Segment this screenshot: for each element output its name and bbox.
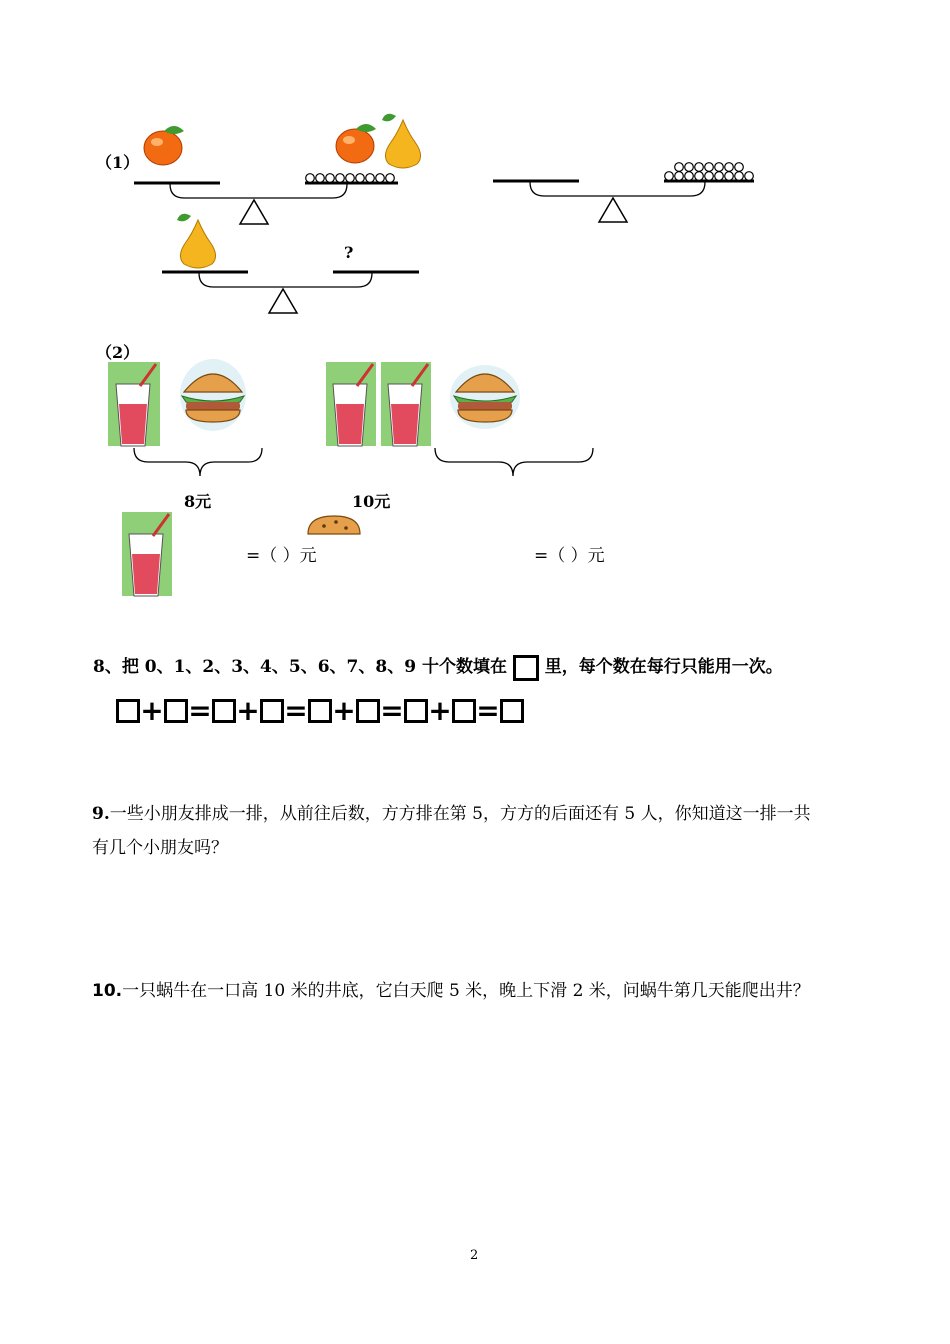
- equals-sign: =: [380, 694, 404, 727]
- equals-sign: =: [476, 694, 500, 727]
- q9-line1: 一些小朋友排成一排，从前往后数，方方排在第 5，方方的后面还有 5 人，你知道这一排一共: [109, 804, 811, 824]
- beads-stack: [665, 163, 754, 181]
- q8-text-before: 8、把 0、1、2、3、4、5、6、7、8、9 十个数填在: [93, 657, 507, 677]
- answer-blank-a: =（ ）元: [246, 546, 317, 566]
- part2-label: （2）: [96, 343, 140, 362]
- q9-line2: 有几个小朋友吗？: [92, 838, 228, 858]
- answer-box[interactable]: [308, 699, 332, 723]
- answer-box[interactable]: [164, 699, 188, 723]
- q9-block: [92, 797, 872, 865]
- q8-instruction: [93, 652, 783, 681]
- orange-icon: [336, 124, 376, 163]
- q9-number: 9.: [92, 804, 110, 824]
- answer-box[interactable]: [212, 699, 236, 723]
- price-b: 10元: [352, 492, 391, 511]
- part1-label: （1）: [96, 153, 140, 172]
- balance-scale-1: [134, 183, 398, 224]
- answer-box[interactable]: [116, 699, 140, 723]
- question-mark: ?: [344, 243, 354, 262]
- drink-cup-icon: [326, 362, 376, 446]
- balance-scale-2: [493, 181, 754, 222]
- plus-sign: +: [332, 694, 356, 727]
- drink-cup-icon: [108, 362, 160, 446]
- answer-box[interactable]: [500, 699, 524, 723]
- drink-cup-icon: [122, 512, 172, 596]
- answer-box[interactable]: [260, 699, 284, 723]
- answer-blank-b: =（ ）元: [534, 546, 605, 566]
- beads-row: [306, 174, 395, 183]
- answer-box[interactable]: [452, 699, 476, 723]
- answer-box[interactable]: [404, 699, 428, 723]
- plus-sign: +: [428, 694, 452, 727]
- q8-equation-row: [116, 694, 524, 727]
- q10-number: 10.: [92, 981, 123, 1001]
- plus-sign: +: [140, 694, 164, 727]
- page-number: 2: [470, 1248, 479, 1263]
- empty-box: [513, 655, 539, 681]
- q8-text-after: 里，每个数在每行只能用一次。: [544, 657, 783, 677]
- burger-icon: [180, 359, 246, 431]
- burger-icon: [450, 365, 520, 429]
- drink-cup-icon: [381, 362, 431, 446]
- price-a: 8元: [184, 492, 212, 511]
- equals-sign: =: [188, 694, 212, 727]
- burger-icon: [308, 516, 360, 534]
- brace-a: [134, 448, 262, 476]
- orange-icon: [144, 126, 184, 165]
- balance-scale-3: [162, 272, 419, 313]
- brace-b: [435, 448, 593, 476]
- q10-text: 一只蜗牛在一口高 10 米的井底，它白天爬 5 米，晚上下滑 2 米，问蜗牛第几天能爬出井？: [122, 981, 810, 1001]
- pear-icon: [382, 114, 421, 168]
- answer-box[interactable]: [356, 699, 380, 723]
- equals-sign: =: [284, 694, 308, 727]
- pear-icon: [177, 214, 216, 268]
- plus-sign: +: [236, 694, 260, 727]
- q10-block: [92, 974, 810, 1008]
